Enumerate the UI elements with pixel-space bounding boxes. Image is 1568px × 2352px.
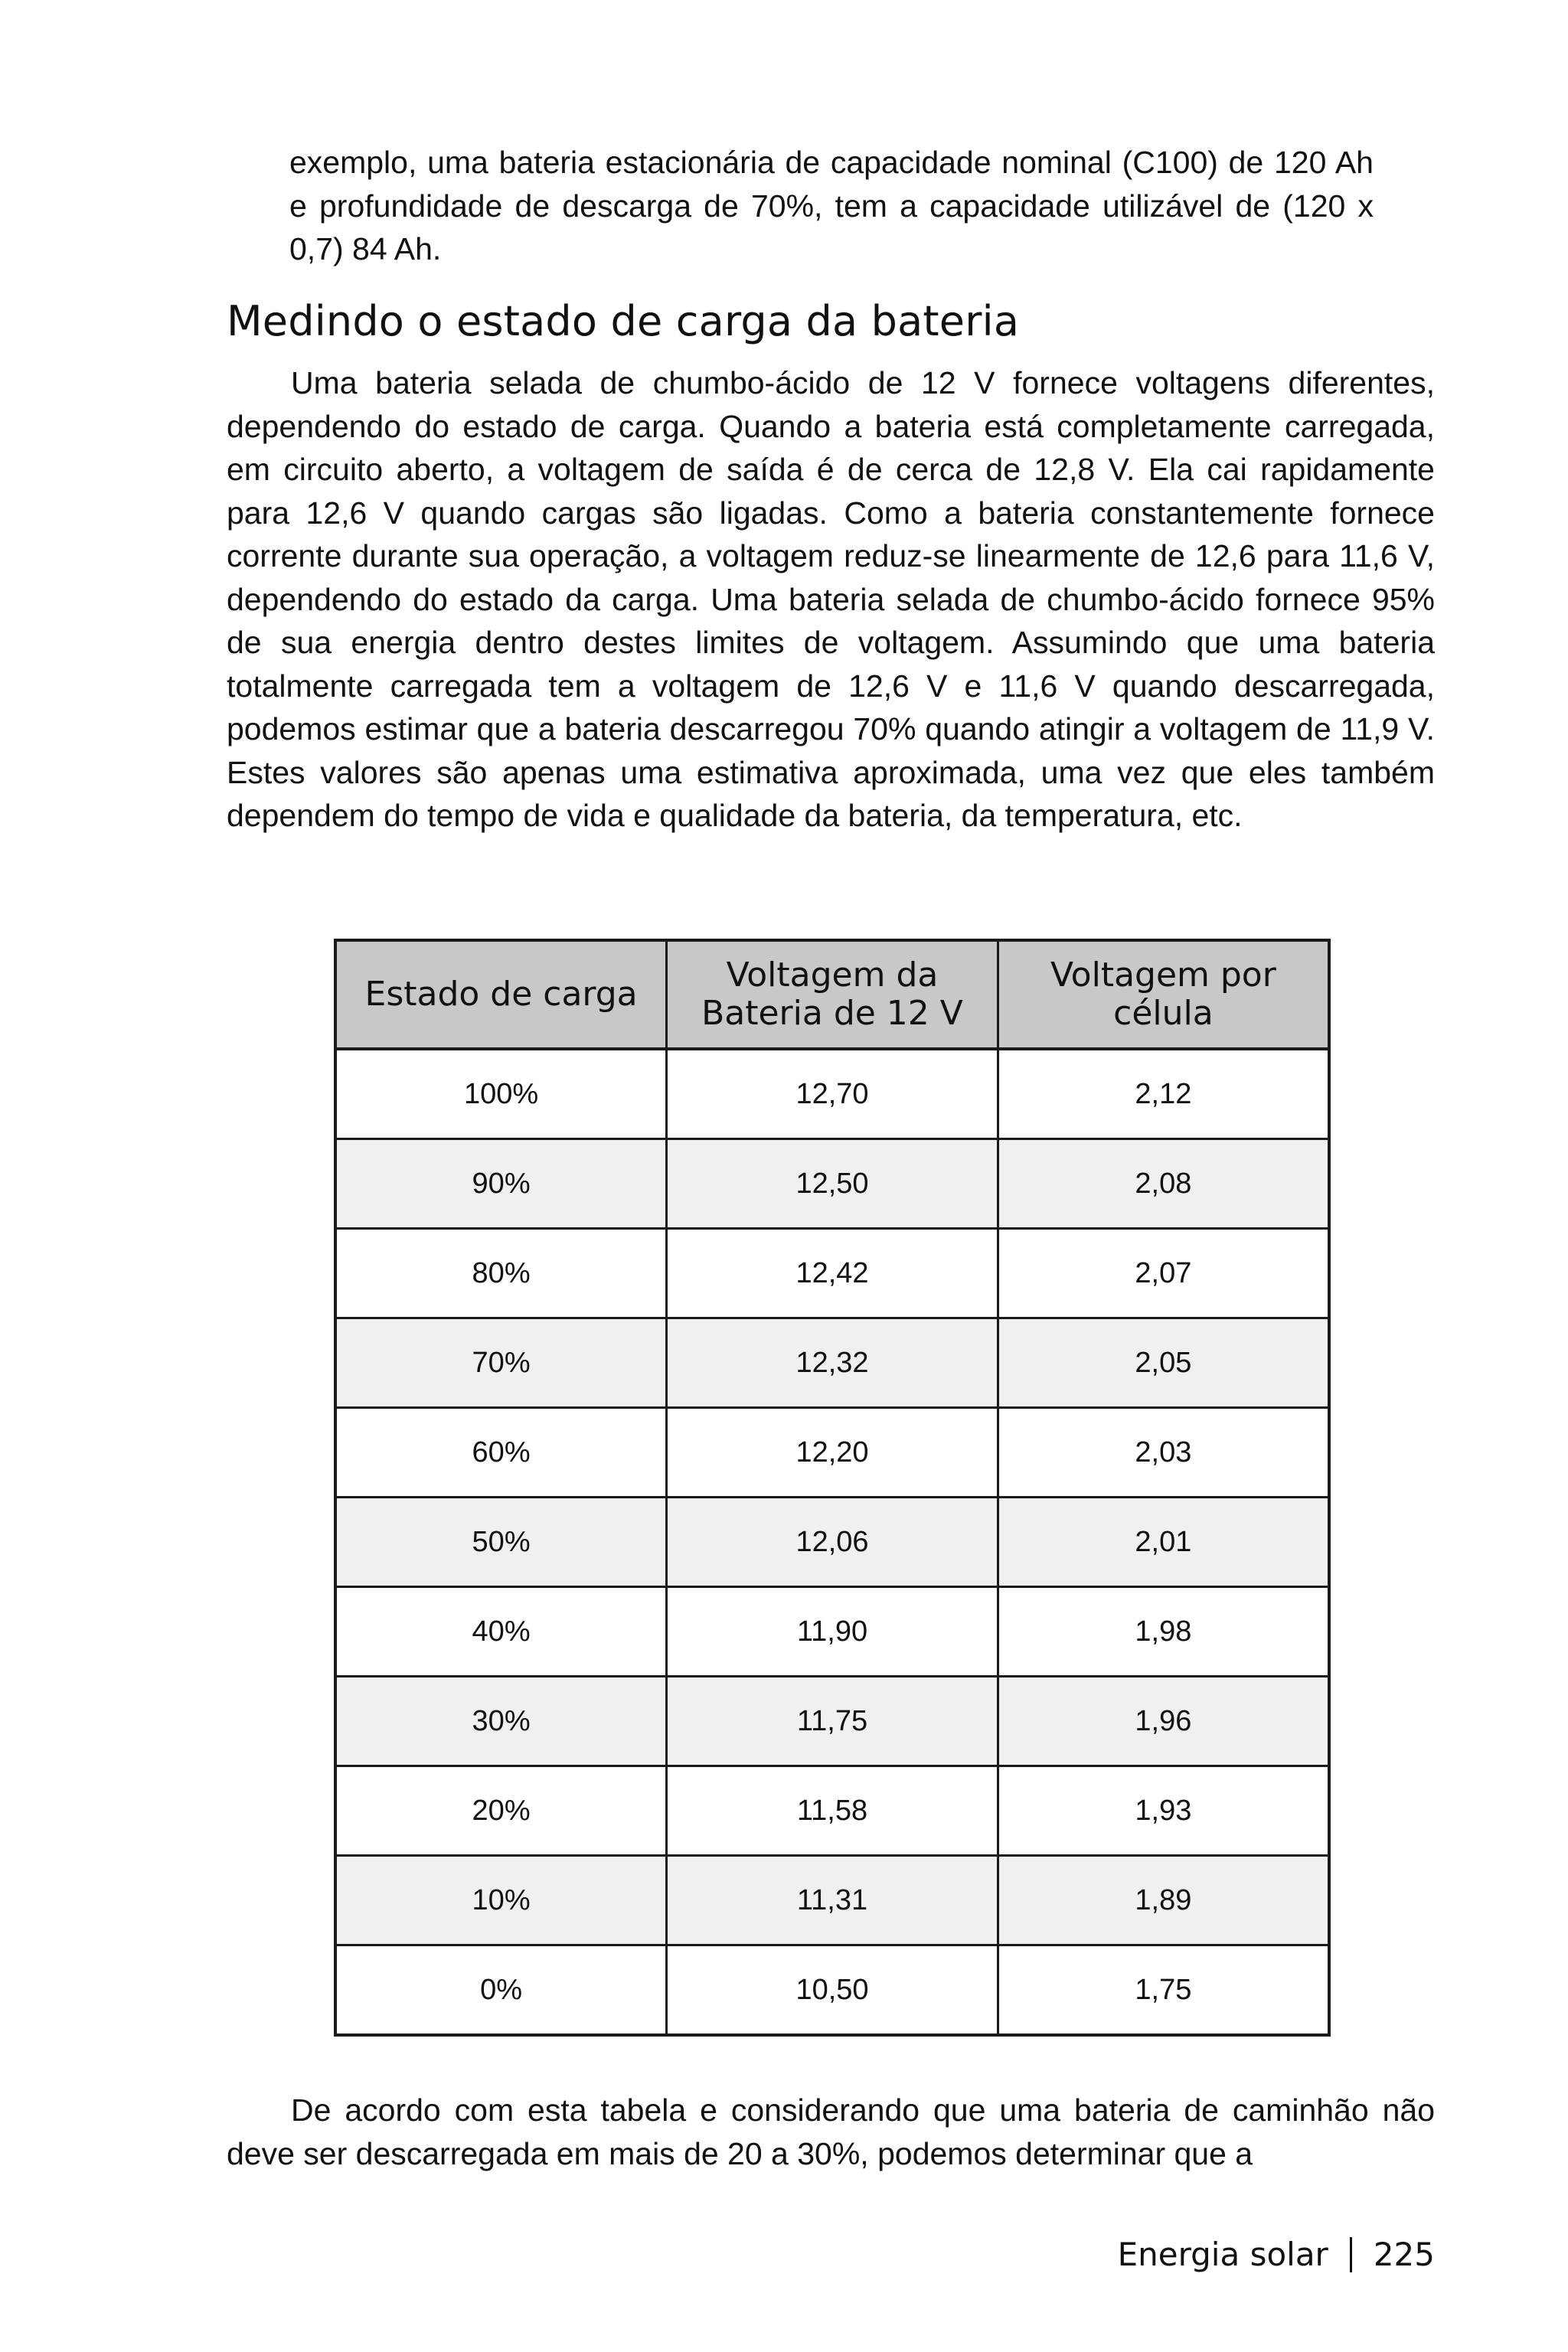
cell-cell-voltage: 1,98 [998, 1587, 1329, 1677]
cell-battery-voltage: 12,20 [667, 1408, 998, 1498]
table-row [335, 1318, 1329, 1408]
cell-charge: 0% [335, 1945, 667, 2036]
cell-charge: 10% [335, 1856, 667, 1945]
cell-cell-voltage: 1,89 [998, 1856, 1329, 1945]
cell-cell-voltage: 2,05 [998, 1318, 1329, 1408]
cell-cell-voltage: 2,12 [998, 1049, 1329, 1139]
cell-cell-voltage: 1,96 [998, 1677, 1329, 1766]
cell-battery-voltage: 10,50 [667, 1945, 998, 2036]
charge-state-table [334, 939, 1331, 2037]
table-row [335, 1498, 1329, 1587]
running-footer-title: Energia solar [1117, 2236, 1328, 2273]
cell-cell-voltage: 1,93 [998, 1766, 1329, 1856]
table-row [335, 1856, 1329, 1945]
cell-charge: 70% [335, 1318, 667, 1408]
page-footer [1118, 2236, 1435, 2273]
header-cell-voltage: Voltagem por célula [998, 940, 1329, 1049]
cell-charge: 20% [335, 1766, 667, 1856]
cell-cell-voltage: 2,01 [998, 1498, 1329, 1587]
table-header-row [335, 940, 1329, 1049]
cell-battery-voltage: 12,06 [667, 1498, 998, 1587]
table-row [335, 1408, 1329, 1498]
table-row [335, 1229, 1329, 1318]
intro-paragraph: exemplo, uma bateria estacionária de capacidade nominal (C100) de 120 Ah e profundidade de descarga de 70%, tem a capacidade utilizável de (120 x 0,7) 84 Ah. [289, 145, 1374, 266]
table-row [335, 1945, 1329, 2036]
page-number: 225 [1373, 2236, 1435, 2273]
table-row [335, 1587, 1329, 1677]
cell-cell-voltage: 2,08 [998, 1139, 1329, 1229]
header-battery-voltage: Voltagem da Bateria de 12 V [667, 940, 998, 1049]
header-state-of-charge: Estado de carga [335, 940, 667, 1049]
cell-charge: 60% [335, 1408, 667, 1498]
cell-battery-voltage: 12,32 [667, 1318, 998, 1408]
cell-charge: 30% [335, 1677, 667, 1766]
cell-cell-voltage: 2,03 [998, 1408, 1329, 1498]
footer-separator [1350, 2237, 1352, 2272]
table-row [335, 1766, 1329, 1856]
cell-battery-voltage: 11,31 [667, 1856, 998, 1945]
table-row [335, 1049, 1329, 1139]
cell-cell-voltage: 2,07 [998, 1229, 1329, 1318]
cell-battery-voltage: 11,90 [667, 1587, 998, 1677]
cell-charge: 100% [335, 1049, 667, 1139]
cell-charge: 50% [335, 1498, 667, 1587]
body-paragraph-1: Uma bateria selada de chumbo-ácido de 12 V fornece voltagens diferentes, dependendo do estado de carga. Quando a bateria está completamente carregada, em circuito aberto, a voltagem de saída é de cerca de 12,8 V. Ela cai rapidamente para 12,6 V quando cargas são ligadas. Como a bateria constantemente fornece corrente durante sua operação, a voltagem reduz-se linearmente de 12,6 para 11,6 V, dependendo do estado da carga. Uma bateria selada de chumbo-ácido fornece 95% de sua energia dentro destes limites de voltagem. Assumindo que uma bateria totalmente carregada tem a voltagem de 12,6 V e 11,6 V quando descarregada, podemos estimar que a bateria descarregou 70% quando atingir a voltagem de 11,9 V. Estes valores são apenas uma estimativa aproximada, uma vez que eles também dependem do tempo de vida e qualidade da bateria, da temperatura, etc. [227, 365, 1435, 833]
table-row [335, 1677, 1329, 1766]
cell-charge: 90% [335, 1139, 667, 1229]
table-row [335, 1139, 1329, 1229]
cell-battery-voltage: 12,42 [667, 1229, 998, 1318]
body-paragraph-2: De acordo com esta tabela e considerando que uma bateria de caminhão não deve ser descarregada em mais de 20 a 30%, podemos determinar que a [227, 2092, 1435, 2171]
section-heading: Medindo o estado de carga da bateria [227, 297, 1020, 345]
cell-battery-voltage: 11,75 [667, 1677, 998, 1766]
cell-battery-voltage: 12,50 [667, 1139, 998, 1229]
cell-charge: 80% [335, 1229, 667, 1318]
cell-cell-voltage: 1,75 [998, 1945, 1329, 2036]
cell-battery-voltage: 11,58 [667, 1766, 998, 1856]
cell-charge: 40% [335, 1587, 667, 1677]
cell-battery-voltage: 12,70 [667, 1049, 998, 1139]
